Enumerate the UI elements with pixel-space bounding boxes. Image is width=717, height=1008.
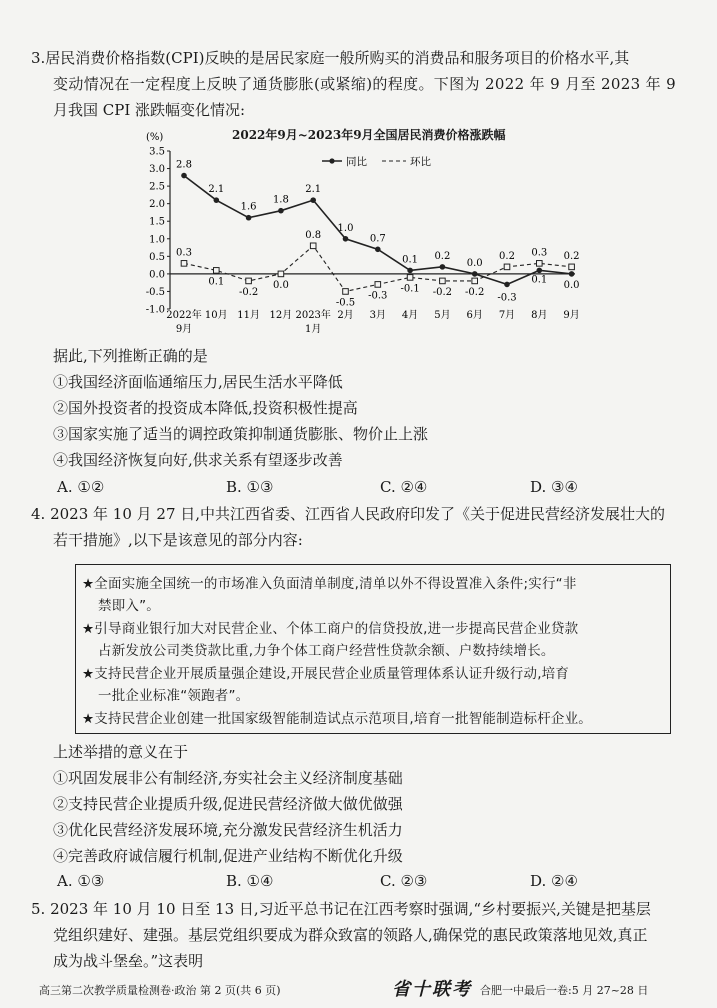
cpi-line-chart bbox=[140, 130, 580, 345]
q4-statement-1: ①巩固发展非公有制经济,夯实社会主义经济制度基础 bbox=[53, 769, 403, 787]
yoy-data-label: 0.0 bbox=[563, 279, 580, 291]
q3-line-2: 变动情况在一定程度上反映了通货膨胀(或紧缩)的程度。下图为 2022 年 9 月至 2023 年 9 bbox=[53, 75, 677, 93]
x-tick-label: 4月 bbox=[401, 310, 419, 321]
q3-statement-4: ④我国经济恢复向好,供求关系有望逐步改善 bbox=[53, 451, 343, 469]
policy-line-4: 占新发放公司类贷款比重,力争个体工商户经营性贷款余额、户数持续增长。 bbox=[98, 643, 555, 659]
q4-line-2: 若干措施》,以下是该意见的部分内容: bbox=[53, 531, 303, 549]
q3-option-c: C. ②④ bbox=[380, 478, 428, 496]
q4-option-a: A. ①③ bbox=[57, 872, 105, 890]
q4-option-b: B. ①④ bbox=[226, 872, 274, 890]
footer-seal-logo: 省十联考 bbox=[392, 979, 472, 1000]
y-tick-label: 1.0 bbox=[149, 234, 165, 246]
footer-exam-date: 合肥一中最后一卷:5 月 27~28 日 bbox=[480, 984, 649, 997]
yoy-point bbox=[537, 268, 543, 274]
mom-point bbox=[278, 271, 284, 277]
mom-point bbox=[537, 261, 543, 267]
x-tick-label: 11月 bbox=[237, 310, 260, 321]
mom-point bbox=[569, 264, 575, 270]
yoy-point bbox=[278, 208, 284, 214]
y-tick-label: 2.5 bbox=[149, 181, 165, 193]
x-tick-label: 12月 bbox=[269, 310, 293, 321]
mom-data-label: -0.1 bbox=[400, 283, 420, 295]
y-tick-label: -0.5 bbox=[145, 286, 165, 298]
x-tick-label: 7月 bbox=[498, 310, 516, 321]
policy-line-5: ★支持民营企业开展质量强企建设,开展民营企业质量管理体系认证升级行动,培育 bbox=[82, 666, 570, 682]
yoy-point bbox=[440, 264, 446, 270]
yoy-point bbox=[407, 268, 413, 274]
x-tick-label: 6月 bbox=[466, 310, 483, 321]
chart-title: 2022年9月~2023年9月全国居民消费价格涨跌幅 bbox=[232, 128, 506, 142]
yoy-data-label: 1.0 bbox=[337, 222, 354, 234]
q4-statement-2: ②支持民营企业提质升级,促进民营经济做大做优做强 bbox=[53, 795, 403, 813]
mom-data-label: -0.2 bbox=[238, 286, 259, 298]
yoy-point bbox=[472, 271, 478, 277]
yoy-data-label: 2.8 bbox=[176, 159, 192, 171]
x-tick-label: 3月 bbox=[369, 310, 386, 321]
q4-statement-3: ③优化民营经济发展环境,充分激发民营经济生机活力 bbox=[53, 821, 403, 839]
q4-option-d: D. ②④ bbox=[530, 872, 578, 890]
yoy-point bbox=[214, 197, 220, 203]
yoy-data-label: -0.3 bbox=[497, 292, 517, 304]
mom-point bbox=[310, 243, 316, 249]
yoy-point bbox=[375, 247, 381, 253]
mom-point bbox=[214, 268, 220, 274]
y-axis-unit-label: (%) bbox=[146, 132, 164, 143]
x-tick-label: 9月 bbox=[175, 324, 193, 335]
yoy-point bbox=[504, 282, 510, 288]
x-tick-label: 5月 bbox=[434, 310, 451, 321]
y-tick-label: 0.5 bbox=[149, 251, 165, 263]
yoy-point bbox=[343, 236, 349, 242]
mom-data-label: 0.2 bbox=[499, 250, 515, 262]
y-tick-label: 3.0 bbox=[149, 164, 165, 176]
mom-data-label: 0.8 bbox=[305, 229, 322, 241]
x-tick-label: 9月 bbox=[563, 310, 580, 321]
mom-data-label: 0.0 bbox=[272, 279, 289, 291]
q3-option-d: D. ③④ bbox=[530, 478, 578, 496]
mom-data-label: -0.2 bbox=[432, 286, 453, 298]
x-tick-label: 2023年 bbox=[295, 310, 331, 321]
policy-line-1: ★全面实施全国统一的市场准入负面清单制度,清单以外不得设置准入条件;实行“非 bbox=[82, 576, 577, 592]
q3-statement-2: ②国外投资者的投资成本降低,投资积极性提高 bbox=[53, 399, 358, 417]
mom-data-label: -0.5 bbox=[335, 297, 356, 309]
q3-line-3: 月我国 CPI 涨跌幅变化情况: bbox=[53, 101, 246, 119]
yoy-point bbox=[246, 215, 252, 221]
mom-point bbox=[407, 275, 413, 281]
mom-data-label: 0.3 bbox=[176, 247, 192, 259]
mom-point bbox=[472, 278, 478, 284]
yoy-point bbox=[310, 197, 316, 203]
y-tick-label: -1.0 bbox=[145, 304, 165, 316]
q3-stem: 据此,下列推断正确的是 bbox=[53, 347, 208, 365]
x-tick-label: 2022年 bbox=[166, 310, 202, 321]
y-tick-label: 2.0 bbox=[149, 199, 165, 211]
yoy-data-label: 0.1 bbox=[402, 254, 419, 266]
x-tick-label: 8月 bbox=[531, 310, 548, 321]
q3-option-a: A. ①② bbox=[57, 478, 105, 496]
yoy-data-label: 0.1 bbox=[531, 274, 548, 286]
q4-option-c: C. ②③ bbox=[380, 872, 428, 890]
mom-data-label: 0.3 bbox=[531, 247, 548, 259]
legend-yoy-label: 同比 bbox=[346, 156, 367, 168]
mom-point bbox=[440, 278, 446, 284]
q3-statement-1: ①我国经济面临通缩压力,居民生活水平降低 bbox=[53, 373, 343, 391]
q4-stem: 上述举措的意义在于 bbox=[53, 743, 189, 761]
q4-line-1: 4. 2023 年 10 月 27 日,中共江西省委、江西省人民政府印发了《关于促进民营经济发展壮大的 bbox=[31, 505, 666, 523]
footer-page-info: 高三第二次教学质量检测卷·政治 第 2 页(共 6 页) bbox=[39, 984, 281, 997]
q4-statement-4: ④完善政府诚信履行机制,促进产业结构不断优化升级 bbox=[53, 847, 403, 865]
legend-mom-label: 环比 bbox=[410, 156, 431, 168]
policy-excerpt-box bbox=[75, 564, 671, 734]
q3-statement-3: ③国家实施了适当的调控政策抑制通货膨胀、物价止上涨 bbox=[53, 425, 429, 443]
q5-line-1: 5. 2023 年 10 月 10 日至 13 日,习近平总书记在江西考察时强调,“乡村要振兴,关键是把基层 bbox=[31, 900, 651, 918]
mom-point bbox=[246, 278, 252, 284]
mom-point bbox=[375, 282, 381, 288]
yoy-point bbox=[569, 271, 575, 277]
yoy-data-label: 0.7 bbox=[369, 233, 386, 245]
yoy-data-label: 0.0 bbox=[466, 257, 483, 269]
y-tick-label: 0.0 bbox=[149, 269, 165, 281]
yoy-data-label: 1.8 bbox=[272, 194, 289, 206]
mom-data-label: 0.2 bbox=[563, 250, 580, 262]
series-line-yoy bbox=[184, 176, 572, 288]
q3-option-b: B. ①③ bbox=[226, 478, 274, 496]
x-tick-label: 10月 bbox=[204, 310, 228, 321]
y-tick-label: 1.5 bbox=[149, 216, 165, 228]
policy-line-7: ★支持民营企业创建一批国家级智能制造试点示范项目,培育一批智能制造标杆企业。 bbox=[82, 711, 592, 727]
legend-yoy-marker bbox=[329, 158, 334, 163]
mom-point bbox=[343, 289, 349, 295]
mom-data-label: 0.1 bbox=[208, 276, 225, 288]
x-tick-label: 1月 bbox=[305, 324, 322, 335]
yoy-data-label: 2.1 bbox=[305, 184, 322, 196]
yoy-data-label: 2.1 bbox=[208, 184, 225, 196]
policy-line-2: 禁即入”。 bbox=[98, 598, 160, 614]
yoy-data-label: 0.2 bbox=[434, 250, 451, 262]
mom-point bbox=[181, 261, 187, 267]
y-tick-label: 3.5 bbox=[149, 146, 165, 158]
q5-line-3: 成为战斗堡垒。”这表明 bbox=[53, 952, 204, 970]
mom-data-label: -0.2 bbox=[465, 286, 485, 298]
mom-point bbox=[504, 264, 510, 270]
mom-data-label: -0.3 bbox=[368, 290, 388, 302]
yoy-data-label: 1.6 bbox=[240, 201, 257, 213]
policy-line-6: 一批企业标准“领跑者”。 bbox=[98, 688, 250, 704]
x-tick-label: 2月 bbox=[337, 310, 354, 321]
yoy-point bbox=[181, 173, 187, 179]
policy-line-3: ★引导商业银行加大对民营企业、个体工商户的信贷投放,进一步提高民营企业贷款 bbox=[82, 621, 579, 637]
q5-line-2: 党组织建好、建强。基层党组织要成为群众致富的领路人,确保党的惠民政策落地见效,真正 bbox=[53, 926, 648, 944]
q3-line-1: 3.居民消费价格指数(CPI)反映的是居民家庭一般所购买的消费品和服务项目的价格水平,其 bbox=[31, 49, 630, 67]
